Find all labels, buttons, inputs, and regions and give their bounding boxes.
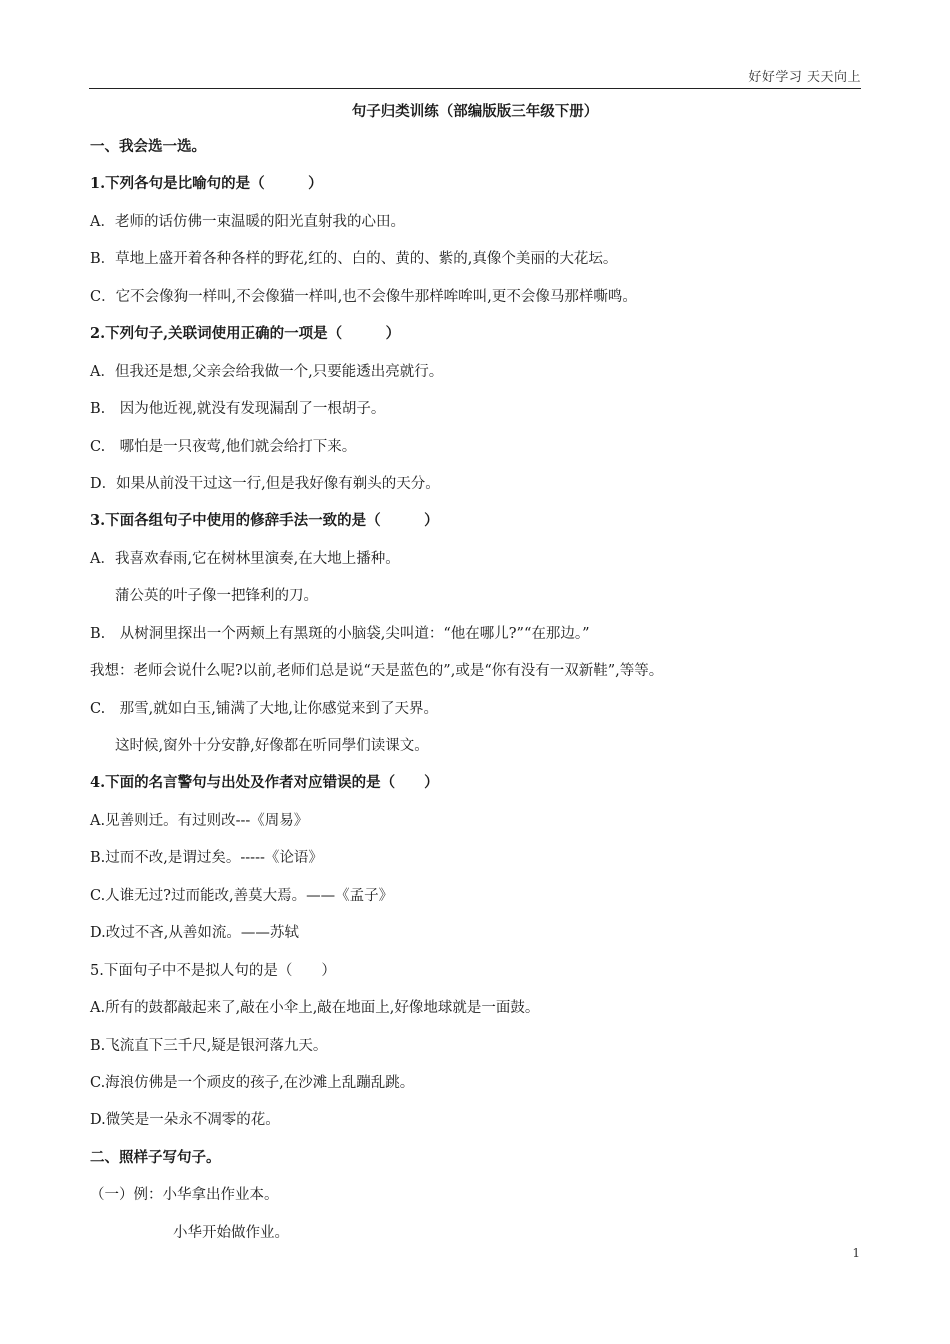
question-1: 1.下列各句是比喻句的是（ ） bbox=[90, 175, 323, 193]
q4-option-b: B.过而不改,是谓过矣。-----《论语》 bbox=[90, 850, 323, 867]
q3-option-a-line-2: 蒲公英的叶子像一把锋利的刀。 bbox=[115, 588, 318, 605]
q1-option-a: A．老师的话仿佛一束温暖的阳光直射我的心田。 bbox=[90, 213, 405, 230]
question-2: 2.下列句子,关联词使用正确的一项是（ ） bbox=[90, 325, 401, 343]
q4-option-c: C.人谁无过?过而能改,善莫大焉。——《孟子》 bbox=[90, 887, 394, 904]
part-1-example-line-2: 小华开始做作业。 bbox=[173, 1224, 289, 1241]
q1-option-b: B．草地上盛开着各种各样的野花,红的、白的、黄的、紫的,真像个美丽的大花坛。 bbox=[90, 251, 618, 268]
q2-option-b: B. 因为他近视,就没有发现漏刮了一根胡子。 bbox=[90, 401, 386, 418]
q3-option-c-line-2: 这时候,窗外十分安静,好像都在听同學们读课文。 bbox=[115, 738, 429, 754]
q5-option-b: B.飞流直下三千尺,疑是银河落九天。 bbox=[90, 1037, 328, 1054]
q5-option-a: A.所有的鼓都敲起来了,敲在小伞上,敲在地面上,好像地球就是一面鼓。 bbox=[90, 1000, 540, 1017]
question-5: 5.下面句子中不是拟人句的是（ ） bbox=[90, 962, 336, 979]
q3-option-b: B. 从树洞里探出一个两颊上有黑斑的小脑袋,尖叫道：“他在哪儿?”“在那边。” bbox=[90, 625, 590, 642]
document-body bbox=[90, 136, 870, 1259]
header-divider bbox=[89, 88, 861, 89]
q2-option-a: A．但我还是想,父亲会给我做一个,只要能透出亮就行。 bbox=[90, 363, 444, 380]
q2-option-d: D．如果从前没干过这一行,但是我好像有剃头的天分。 bbox=[90, 475, 440, 492]
q3-option-b-line-2: 我想：老师会说什么呢?以前,老师们总是说“天是蓝色的”,或是“你有没有一双新鞋”,等等。 bbox=[90, 663, 664, 680]
q5-option-c: C.海浪仿佛是一个顽皮的孩子,在沙滩上乱蹦乱跳。 bbox=[90, 1074, 415, 1091]
section-heading-2: 二、照样子写句子。 bbox=[90, 1148, 221, 1166]
q2-option-c: C. 哪怕是一只夜莺,他们就会给打下来。 bbox=[90, 438, 357, 455]
q4-option-a: A.见善则迁。有过则改---《周易》 bbox=[90, 812, 309, 829]
q3-option-c: C. 那雪,就如白玉,铺满了大地,让你感觉来到了天界。 bbox=[90, 700, 439, 717]
q5-option-d: D.微笑是一朵永不凋零的花。 bbox=[90, 1112, 280, 1129]
q3-option-a: A．我喜欢春雨,它在树林里演奏,在大地上播种。 bbox=[90, 550, 400, 567]
document-title: 句子归类训练（部编版版三年级下册） bbox=[351, 103, 599, 120]
section-heading-1: 一、我会选一选。 bbox=[90, 138, 206, 155]
q1-option-c: C．它不会像狗一样叫,不会像猫一样叫,也不会像牛那样哞哞叫,更不会像马那样嘶鸣。 bbox=[90, 288, 637, 305]
question-3: 3.下面各组句子中使用的修辞手法一致的是（ ） bbox=[90, 512, 439, 530]
part-1-example: （一）例：小华拿出作业本。 bbox=[90, 1187, 279, 1204]
page-header-text: 好好学习 天天向上 bbox=[748, 70, 861, 85]
q4-option-d: D.改过不吝,从善如流。——苏轼 bbox=[90, 925, 299, 942]
page-number: 1 bbox=[852, 1246, 860, 1260]
question-4: 4.下面的名言警句与出处及作者对应错误的是（ ） bbox=[90, 774, 439, 792]
